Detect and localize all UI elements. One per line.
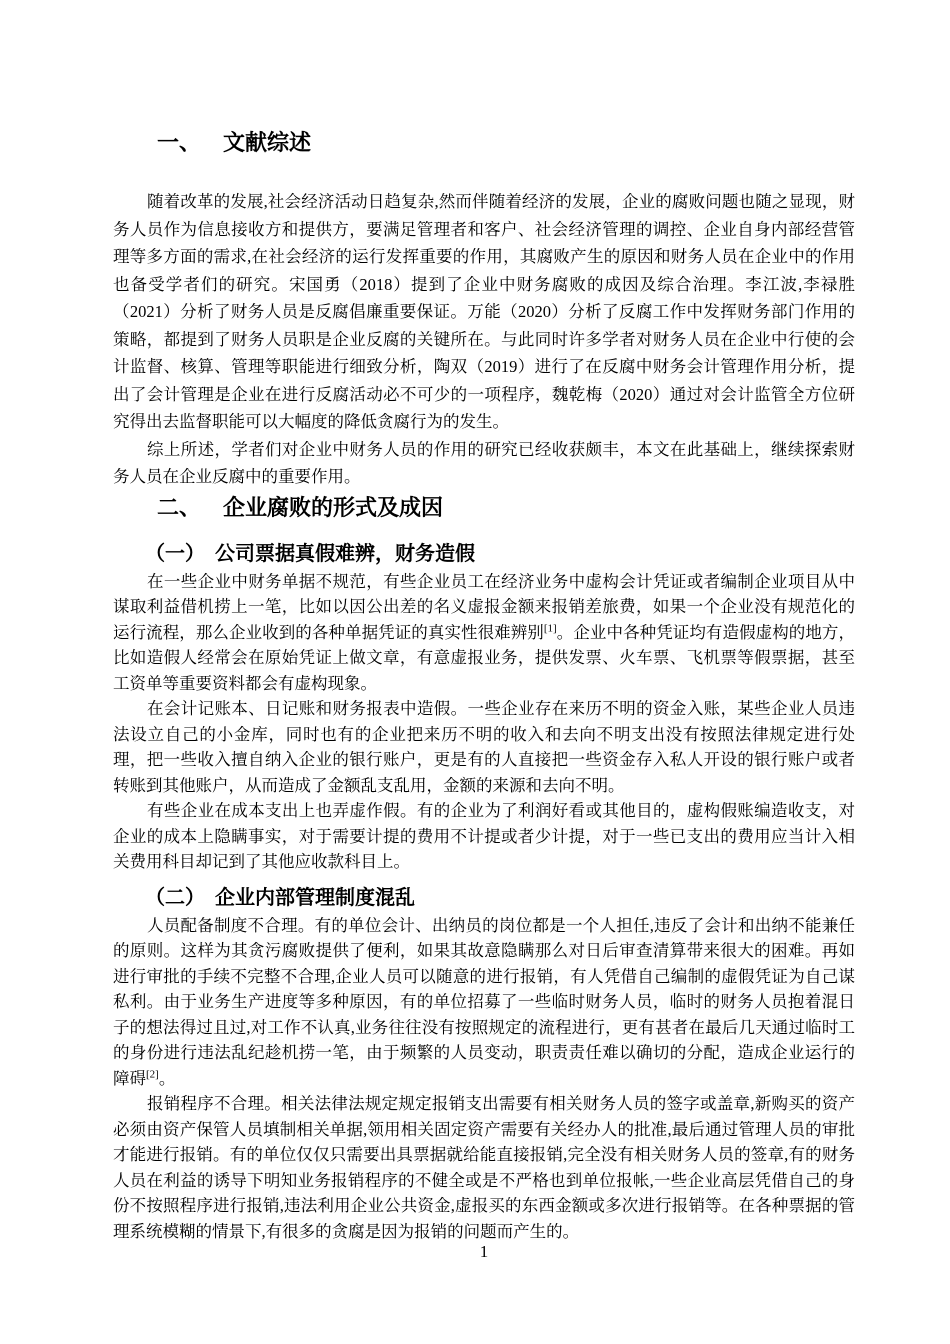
page-number: 1 xyxy=(479,1242,489,1261)
section-2-heading xyxy=(113,491,855,525)
paragraph-staffing-system xyxy=(113,913,855,1092)
paragraph-staffing-system-text-after: 。 xyxy=(158,1068,176,1088)
section-1-number: 一、 xyxy=(157,130,202,155)
section-1-heading xyxy=(113,126,855,160)
footnote-ref-2: [2] xyxy=(146,1068,159,1080)
footnote-ref-1: [1] xyxy=(543,622,557,634)
section-2-number: 二、 xyxy=(157,494,202,520)
paragraph-bill-fraud-text: 在一些企业中财务单据不规范，有些企业员工在经济业务中虚构会计凭证或者编制企业项目从中谋取利益借机捞上一笔，比如以因公出差的名义虚报金额来报销差旅费，如果一个企业没有规范化的运行流程，那么企业收到的各种单据凭证的真实性很难辨别 xyxy=(113,571,855,642)
subsection-1-heading xyxy=(113,539,855,569)
subsection-2-title: 企业内部管理制度混乱 xyxy=(215,886,415,909)
paragraph-literature-review: 随着改革的发展,社会经济活动日趋复杂,然而伴随着经济的发展，企业的腐败问题也随之显现，财务人员作为信息接收方和提供方，要满足管理者和客户、社会经济管理的调控、企业自身内部经营管理等多方面的需求,在社会经济的运行发挥重要的作用，其腐败产生的原因和财务人员在企业中的作用也备受学者们的研究。宋国勇（2018）提到了企业中财务腐败的成因及综合治理。李江波,李禄胜（2021）分析了财务人员是反腐倡廉重要保证。万能（2020）分析了反腐工作中发挥财务部门作用的策略，都提到了财务人员职是企业反腐的关键所在。与此同时许多学者对财务人员在企业中行使的会计监督、核算、管理等职能进行细致分析，陶双（2019）进行了在反腐中财务会计管理作用分析，提出了会计管理是企业在进行反腐活动必不可少的一项程序，魏乾梅（2020）通过对会计监管全方位研究得出去监督职能可以大幅度的降低贪腐行为的发生。 xyxy=(113,192,855,431)
paragraph-bill-fraud xyxy=(113,569,855,697)
subsection-1-title: 公司票据真假难辨，财务造假 xyxy=(215,542,475,565)
paragraph-staffing-system-text: 人员配备制度不合理。有的单位会计、出纳员的岗位都是一个人担任,违反了会计和出纳不能兼任的原则。这样为其贪污腐败提供了便利，如果其故意隐瞒那么对日后审查清算带来很大的困难。再如进行审批的手续不完整不合理,企业人员可以随意的进行报销，有人凭借自己编制的虚假凭证为自己谋私利。由于业务生产进度等多种原因，有的单位招募了一些临时财务人员，临时的财务人员抱着混日子的想法得过且过,对工作不认真,业务往往没有按照规定的流程进行，更有甚者在最后几天通过临时工的身份进行违法乱纪趁机捞一笔，由于频繁的人员变动，职责责任难以确切的分配，造成企业运行的障碍 xyxy=(113,915,855,1088)
section-2-title: 企业腐败的形式及成因 xyxy=(223,494,444,520)
section-1-title: 文献综述 xyxy=(223,130,312,155)
paragraph-account-fraud: 在会计记账本、日记账和财务报表中造假。一些企业存在来历不明的资金入账，某些企业人员违法设立自己的小金库，同时也有的企业把来历不明的收入和去向不明支出没有按照法律规定进行处理，把一些收入擅自纳入企业的银行账户，更是有的人直接把一些资金存入私人开设的银行账户或者转账到其他账户，从而造成了金额乱支乱用，金额的来源和去向不明。 xyxy=(113,699,855,795)
paragraph-bill-fraud-text-after: 。企业中各种凭证均有造假虚构的地方，比如造假人经常会在原始凭证上做文章，有意虚报业务，提供发票、火车票、飞机票等假票据，甚至工资单等重要资料都会有虚构现象。 xyxy=(113,622,856,693)
document-content xyxy=(113,0,855,1244)
paragraph-cost-fraud: 有些企业在成本支出上也弄虚作假。有的企业为了利润好看或其他目的，虚构假账编造收支，对企业的成本上隐瞒事实，对于需要计提的费用不计提或者少计提，对于一些已支出的费用应当计入相关费用科目却记到了其他应收款科目上。 xyxy=(113,801,855,871)
paragraph-reimbursement-procedure: 报销程序不合理。相关法律法规定规定报销支出需要有相关财务人员的签字或盖章,新购买的资产必须由资产保管人员填制相关单据,领用相关固定资产需要有关经办人的批准,最后通过管理人员的审批才能进行报销。有的单位仅仅只需要出具票据就给能直接报销,完全没有相关财务人员的签章,有的财务人员在利益的诱导下明知业务报销程序的不健全或是不严格也到单位报帐,一些企业高层凭借自己的身份不按照程序进行报销,违法利用企业公共资金,虚报买的东西金额或多次进行报销等。在各种票据的管理系统模糊的情景下,有很多的贪腐是因为报销的问题而产生的。 xyxy=(113,1094,855,1241)
subsection-2-heading xyxy=(113,883,855,913)
paragraph-literature-summary: 综上所述，学者们对企业中财务人员的作用的研究已经收获颇丰，本文在此基础上，继续探索财务人员在企业反腐中的重要作用。 xyxy=(113,439,855,486)
subsection-2-number: （二） xyxy=(145,886,205,909)
subsection-1-number: （一） xyxy=(145,542,205,565)
